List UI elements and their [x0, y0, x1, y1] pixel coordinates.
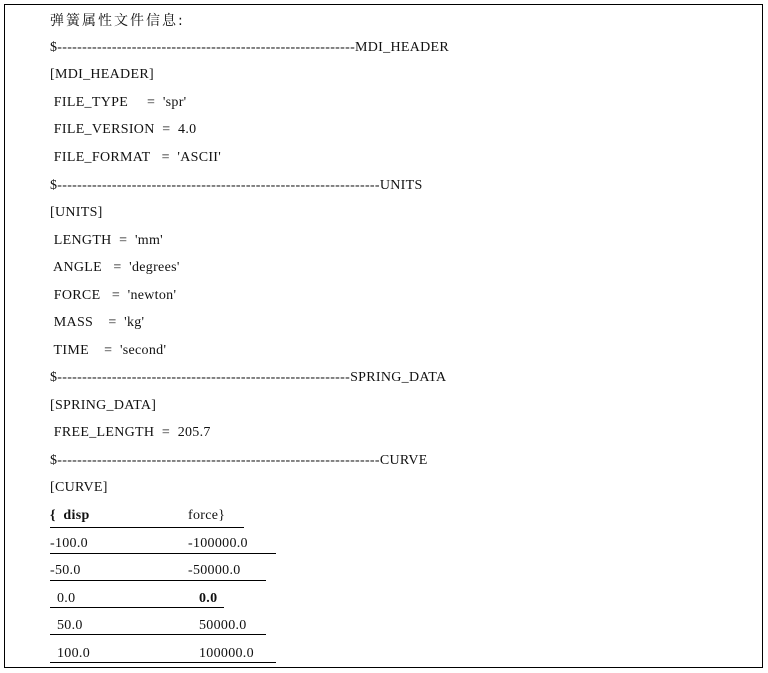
curve-row-disp: 50.0 [57, 618, 83, 633]
curve-header-force: force} [188, 508, 226, 523]
curve-header-disp: { disp [50, 508, 90, 523]
section-separator-units: $-----------------------------------------------------------------UNITS [50, 178, 423, 193]
section-heading-units: [UNITS] [50, 205, 103, 220]
field-file-format: FILE_FORMAT = 'ASCII' [50, 150, 222, 165]
field-time: TIME = 'second' [50, 343, 167, 358]
curve-row-underline [50, 662, 276, 663]
section-heading-mdi-header: [MDI_HEADER] [50, 67, 154, 82]
section-heading-curve: [CURVE] [50, 480, 108, 495]
section-separator-curve: $-----------------------------------------------------------------CURVE [50, 453, 428, 468]
curve-row-force: 0.0 [199, 591, 218, 606]
curve-row-underline [50, 580, 266, 581]
field-free-length: FREE_LENGTH = 205.7 [50, 425, 211, 440]
field-force: FORCE = 'newton' [50, 288, 177, 303]
section-separator-spring-data: $-----------------------------------------------------------SPRING_DATA [50, 370, 447, 385]
curve-header-underline [50, 527, 244, 528]
curve-row-disp: 100.0 [57, 646, 90, 661]
curve-row-underline [50, 607, 224, 608]
curve-row-underline [50, 634, 266, 635]
field-file-type: FILE_TYPE = 'spr' [50, 95, 187, 110]
section-heading-spring-data: [SPRING_DATA] [50, 398, 157, 413]
curve-row-force: 100000.0 [199, 646, 254, 661]
curve-row-disp: -50.0 [50, 563, 81, 578]
field-mass: MASS = 'kg' [50, 315, 145, 330]
curve-row-force: -100000.0 [188, 536, 248, 551]
field-angle: ANGLE = 'degrees' [50, 260, 180, 275]
curve-row-underline [50, 553, 276, 554]
curve-row-disp: 0.0 [57, 591, 76, 606]
curve-row-force: -50000.0 [188, 563, 241, 578]
field-file-version: FILE_VERSION = 4.0 [50, 122, 197, 137]
curve-row-disp: -100.0 [50, 536, 88, 551]
curve-row-force: 50000.0 [199, 618, 247, 633]
field-length: LENGTH = 'mm' [50, 233, 164, 248]
section-separator-mdi-header: $------------------------------------------------------------MDI_HEADER [50, 40, 450, 55]
document-title: 弹簧属性文件信息: [50, 13, 185, 29]
